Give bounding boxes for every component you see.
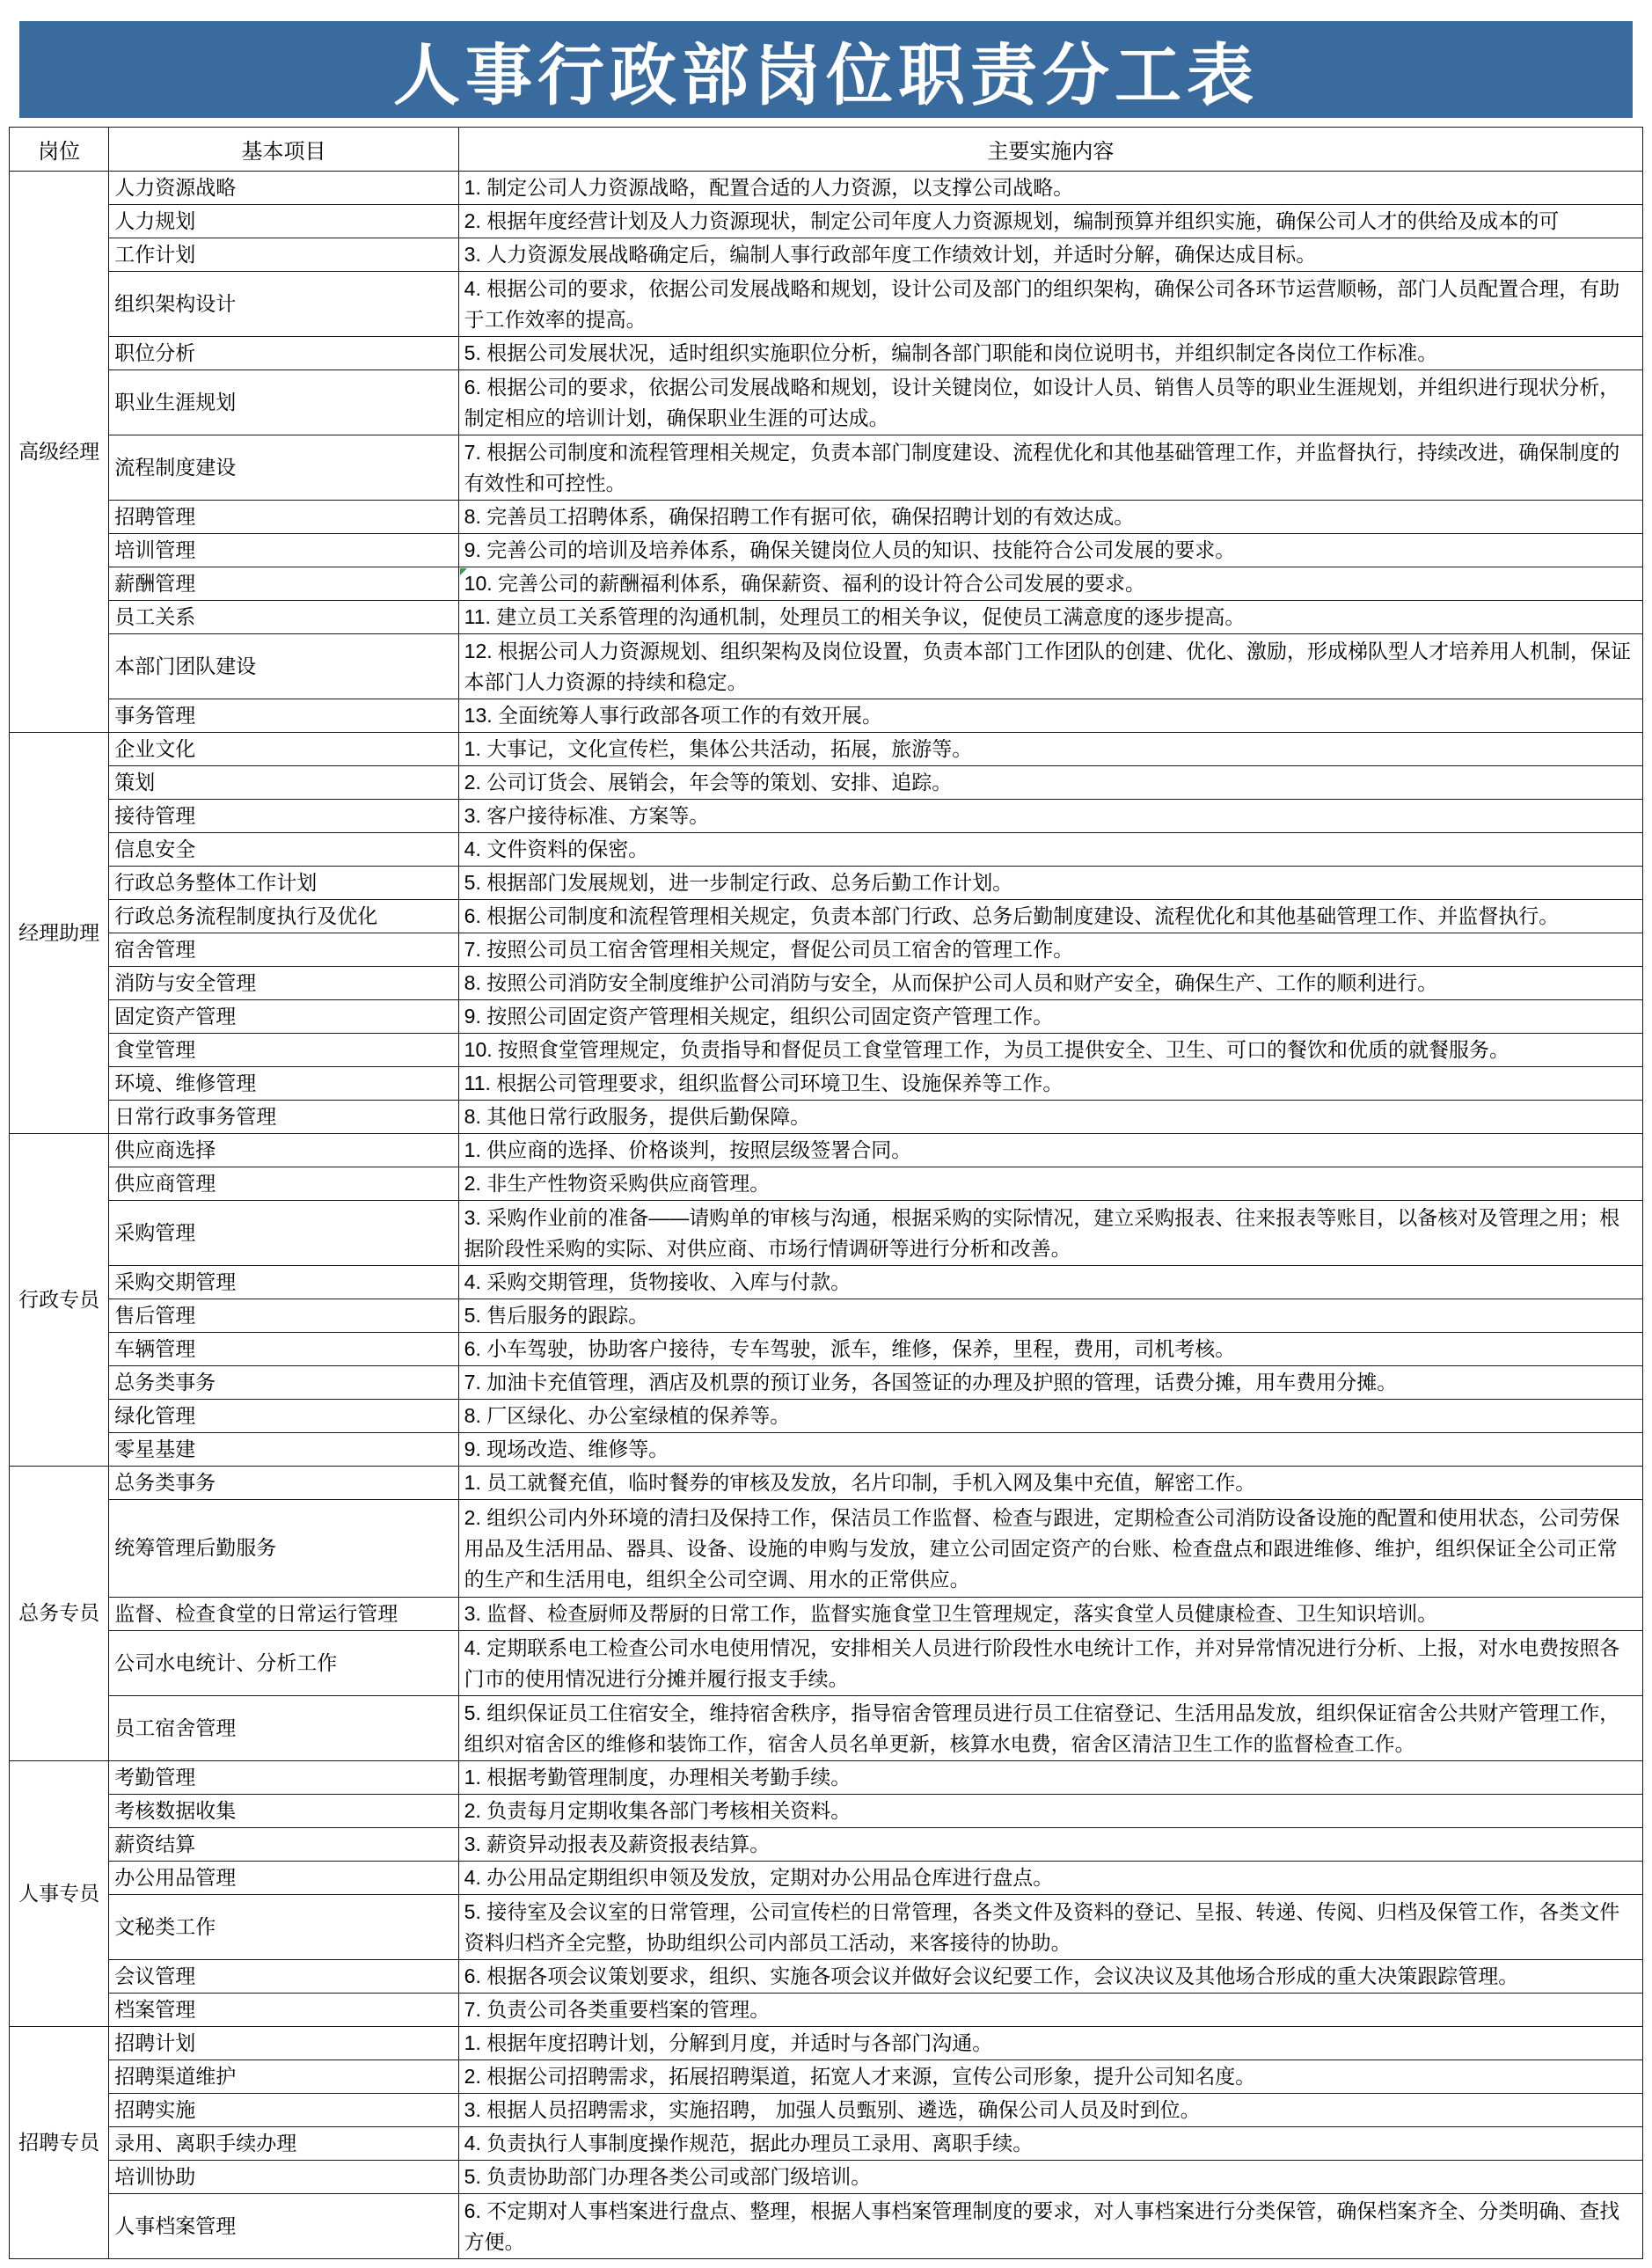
table-row <box>10 1862 1643 1895</box>
content-cell: 5. 组织保证员工住宿安全，维持宿舍秩序，指导宿舍管理员进行员工住宿登记、生活用品发放，组织保证宿舍公共财产管理工作，组织对宿舍区的维修和装饰工作，宿舍人员名单更新，核算水电费，宿舍区清洁卫生工作的监督检查工作。 <box>458 1696 1642 1761</box>
content-cell: 1. 根据考勤管理制度，办理相关考勤手续。 <box>458 1761 1642 1795</box>
table-row <box>10 1994 1643 2027</box>
item-cell: 人事档案管理 <box>109 2194 458 2259</box>
content-cell: 4. 办公用品定期组织申领及发放，定期对办公用品仓库进行盘点。 <box>458 1862 1642 1895</box>
content-cell: 8. 按照公司消防安全制度维护公司消防与安全，从而保护公司人员和财产安全，确保生产、工作的顺利进行。 <box>458 967 1642 1000</box>
table-row <box>10 1134 1643 1167</box>
content-cell: 6. 根据公司制度和流程管理相关规定，负责本部门行政、总务后勤制度建设、流程优化和其他基础管理工作、并监督执行。 <box>458 900 1642 933</box>
item-cell: 固定资产管理 <box>109 1000 458 1034</box>
table-row <box>10 1467 1643 1500</box>
item-cell: 招聘管理 <box>109 501 458 534</box>
table-row <box>10 2060 1643 2094</box>
content-cell: 9. 完善公司的培训及培养体系，确保关键岗位人员的知识、技能符合公司发展的要求。 <box>458 534 1642 567</box>
content-cell: 5. 根据公司发展状况，适时组织实施职位分析，编制各部门职能和岗位说明书，并组织制定各岗位工作标准。 <box>458 337 1642 370</box>
content-cell: 8. 厂区绿化、办公室绿植的保养等。 <box>458 1400 1642 1433</box>
content-cell: 11. 建立员工关系管理的沟通机制，处理员工的相关争议，促使员工满意度的逐步提高。 <box>458 601 1642 634</box>
header-position: 岗位 <box>10 128 109 172</box>
item-cell: 人力规划 <box>109 205 458 238</box>
content-cell: 7. 负责公司各类重要档案的管理。 <box>458 1994 1642 2027</box>
content-cell: 5. 负责协助部门办理各类公司或部门级培训。 <box>458 2161 1642 2194</box>
item-cell: 消防与安全管理 <box>109 967 458 1000</box>
table-row <box>10 2027 1643 2060</box>
item-cell: 日常行政事务管理 <box>109 1101 458 1134</box>
header-item: 基本项目 <box>109 128 458 172</box>
content-cell: 5. 售后服务的跟踪。 <box>458 1299 1642 1333</box>
header-content: 主要实施内容 <box>458 128 1642 172</box>
content-cell: 6. 根据公司的要求，依据公司发展战略和规划，设计关键岗位，如设计人员、销售人员等的职业生涯规划，并组织进行现状分析，制定相应的培训计划，确保职业生涯的可达成。 <box>458 370 1642 435</box>
item-cell: 会议管理 <box>109 1960 458 1994</box>
content-cell: 5. 接待室及会议室的日常管理，公司宣传栏的日常管理，各类文件及资料的登记、呈报、转递、传阅、归档及保管工作，各类文件资料归档齐全完整，协助组织公司内部员工活动，来客接待的协助。 <box>458 1895 1642 1960</box>
item-cell: 流程制度建设 <box>109 435 458 501</box>
table-row <box>10 1366 1643 1400</box>
item-cell: 车辆管理 <box>109 1333 458 1366</box>
table-row <box>10 337 1643 370</box>
header-row <box>10 128 1643 172</box>
table-row <box>10 867 1643 900</box>
item-cell: 售后管理 <box>109 1299 458 1333</box>
content-cell: 4. 定期联系电工检查公司水电使用情况，安排相关人员进行阶段性水电统计工作，并对异常情况进行分析、上报，对水电费按照各门市的使用情况进行分摊并履行报支手续。 <box>458 1631 1642 1696</box>
content-cell: 4. 采购交期管理，货物接收、入库与付款。 <box>458 1266 1642 1299</box>
table-row <box>10 1000 1643 1034</box>
content-cell: 7. 根据公司制度和流程管理相关规定，负责本部门制度建设、流程优化和其他基础管理工作，并监督执行，持续改进，确保制度的有效性和可控性。 <box>458 435 1642 501</box>
content-cell: 1. 大事记，文化宣传栏，集体公共活动，拓展，旅游等。 <box>458 733 1642 766</box>
item-cell: 考核数据收集 <box>109 1795 458 1828</box>
table-row <box>10 435 1643 501</box>
content-cell: 10. 完善公司的薪酬福利体系，确保薪资、福利的设计符合公司发展的要求。 <box>458 567 1642 601</box>
item-cell: 职业生涯规划 <box>109 370 458 435</box>
table-row <box>10 1895 1643 1960</box>
table-row <box>10 967 1643 1000</box>
item-cell: 策划 <box>109 766 458 800</box>
item-cell: 员工关系 <box>109 601 458 634</box>
content-cell: 3. 薪资异动报表及薪资报表结算。 <box>458 1828 1642 1862</box>
table-row <box>10 900 1643 933</box>
table-header <box>10 128 1643 172</box>
position-cell: 行政专员 <box>10 1134 109 1467</box>
content-cell: 4. 文件资料的保密。 <box>458 833 1642 867</box>
table-row <box>10 1795 1643 1828</box>
table-row <box>10 933 1643 967</box>
position-cell: 招聘专员 <box>10 2027 109 2259</box>
item-cell: 员工宿舍管理 <box>109 1696 458 1761</box>
content-cell: 8. 其他日常行政服务，提供后勤保障。 <box>458 1101 1642 1134</box>
table-row <box>10 699 1643 733</box>
table-row <box>10 1696 1643 1761</box>
table-row <box>10 634 1643 699</box>
table-row <box>10 1433 1643 1467</box>
item-cell: 办公用品管理 <box>109 1862 458 1895</box>
table-row <box>10 1761 1643 1795</box>
content-cell: 3. 采购作业前的准备——请购单的审核与沟通，根据采购的实际情况，建立采购报表、往来报表等账目，以备核对及管理之用；根据阶段性采购的实际、对供应商、市场行情调研等进行分析和改善。 <box>458 1201 1642 1266</box>
table-row <box>10 2127 1643 2161</box>
item-cell: 行政总务流程制度执行及优化 <box>109 900 458 933</box>
content-cell: 6. 不定期对人事档案进行盘点、整理，根据人事档案管理制度的要求，对人事档案进行分类保管，确保档案齐全、分类明确、查找方便。 <box>458 2194 1642 2259</box>
content-cell: 10. 按照食堂管理规定，负责指导和督促员工食堂管理工作，为员工提供安全、卫生、可口的餐饮和优质的就餐服务。 <box>458 1034 1642 1067</box>
item-cell: 接待管理 <box>109 800 458 833</box>
item-cell: 供应商管理 <box>109 1167 458 1201</box>
item-cell: 供应商选择 <box>109 1134 458 1167</box>
table-row <box>10 800 1643 833</box>
item-cell: 环境、维修管理 <box>109 1067 458 1101</box>
content-cell: 3. 人力资源发展战略确定后，编制人事行政部年度工作绩效计划，并适时分解，确保达成目标。 <box>458 238 1642 272</box>
table-row <box>10 1034 1643 1067</box>
content-cell: 1. 供应商的选择、价格谈判，按照层级签署合同。 <box>458 1134 1642 1167</box>
table-row <box>10 1101 1643 1134</box>
content-cell: 9. 按照公司固定资产管理相关规定，组织公司固定资产管理工作。 <box>458 1000 1642 1034</box>
content-cell: 3. 根据人员招聘需求，实施招聘， 加强人员甄别、遴选，确保公司人员及时到位。 <box>458 2094 1642 2127</box>
table-row <box>10 733 1643 766</box>
table-row <box>10 370 1643 435</box>
table-row <box>10 501 1643 534</box>
item-cell: 企业文化 <box>109 733 458 766</box>
content-cell: 5. 根据部门发展规划，进一步制定行政、总务后勤工作计划。 <box>458 867 1642 900</box>
table-row <box>10 2194 1643 2259</box>
title-band <box>19 21 1633 118</box>
content-cell: 1. 根据年度招聘计划，分解到月度，并适时与各部门沟通。 <box>458 2027 1642 2060</box>
item-cell: 职位分析 <box>109 337 458 370</box>
table-row <box>10 1266 1643 1299</box>
content-cell: 1. 员工就餐充值，临时餐券的审核及发放，名片印制，手机入网及集中充值，解密工作。 <box>458 1467 1642 1500</box>
item-cell: 总务类事务 <box>109 1366 458 1400</box>
content-cell: 2. 公司订货会、展销会，年会等的策划、安排、追踪。 <box>458 766 1642 800</box>
table-row <box>10 1960 1643 1994</box>
item-cell: 人力资源战略 <box>109 172 458 205</box>
item-cell: 薪酬管理 <box>109 567 458 601</box>
item-cell: 档案管理 <box>109 1994 458 2027</box>
position-cell: 总务专员 <box>10 1467 109 1761</box>
content-cell: 12. 根据公司人力资源规划、组织架构及岗位设置，负责本部门工作团队的创建、优化、激励，形成梯队型人才培养用人机制，保证本部门人力资源的持续和稳定。 <box>458 634 1642 699</box>
item-cell: 采购交期管理 <box>109 1266 458 1299</box>
item-cell: 招聘渠道维护 <box>109 2060 458 2094</box>
item-cell: 文秘类工作 <box>109 1895 458 1960</box>
table-row <box>10 1400 1643 1433</box>
item-cell: 招聘计划 <box>109 2027 458 2060</box>
table-row <box>10 1828 1643 1862</box>
content-cell: 8. 完善员工招聘体系，确保招聘工作有据可依，确保招聘计划的有效达成。 <box>458 501 1642 534</box>
table-row <box>10 766 1643 800</box>
item-cell: 行政总务整体工作计划 <box>109 867 458 900</box>
item-cell: 招聘实施 <box>109 2094 458 2127</box>
content-cell: 2. 组织公司内外环境的清扫及保持工作，保洁员工作监督、检查与跟进，定期检查公司消防设备设施的配置和使用状态，公司劳保用品及生活用品、器具、设备、设施的申购与发放，建立公司固定资产的台账、检查盘点和跟进维修、维护，组织保证全公司正常的生产和生活用电，组织全公司空调、用水的正常供应。 <box>458 1500 1642 1598</box>
content-cell: 9. 现场改造、维修等。 <box>458 1433 1642 1467</box>
item-cell: 公司水电统计、分析工作 <box>109 1631 458 1696</box>
content-cell: 2. 根据年度经营计划及人力资源现状，制定公司年度人力资源规划，编制预算并组织实施，确保公司人才的供给及成本的可 <box>458 205 1642 238</box>
table-row <box>10 567 1643 601</box>
content-cell: 11. 根据公司管理要求，组织监督公司环境卫生、设施保养等工作。 <box>458 1067 1642 1101</box>
table-body <box>10 172 1643 2259</box>
item-cell: 食堂管理 <box>109 1034 458 1067</box>
table-row <box>10 1167 1643 1201</box>
table-row <box>10 601 1643 634</box>
table-row <box>10 1201 1643 1266</box>
position-cell: 人事专员 <box>10 1761 109 2027</box>
table-row <box>10 1598 1643 1631</box>
content-cell: 4. 根据公司的要求，依据公司发展战略和规划，设计公司及部门的组织架构，确保公司各环节运营顺畅，部门人员配置合理，有助于工作效率的提高。 <box>458 272 1642 337</box>
item-cell: 事务管理 <box>109 699 458 733</box>
content-cell: 6. 根据各项会议策划要求，组织、实施各项会议并做好会议纪要工作，会议决议及其他场合形成的重大决策跟踪管理。 <box>458 1960 1642 1994</box>
item-cell: 采购管理 <box>109 1201 458 1266</box>
item-cell: 录用、离职手续办理 <box>109 2127 458 2161</box>
position-cell: 经理助理 <box>10 733 109 1134</box>
item-cell: 绿化管理 <box>109 1400 458 1433</box>
table-row <box>10 1631 1643 1696</box>
item-cell: 监督、检查食堂的日常运行管理 <box>109 1598 458 1631</box>
content-cell: 13. 全面统筹人事行政部各项工作的有效开展。 <box>458 699 1642 733</box>
table-row <box>10 172 1643 205</box>
page-title: 人事行政部岗位职责分工表 <box>393 38 1259 113</box>
content-cell: 7. 加油卡充值管理，酒店及机票的预订业务，各国签证的办理及护照的管理，话费分摊，用车费用分摊。 <box>458 1366 1642 1400</box>
item-cell: 总务类事务 <box>109 1467 458 1500</box>
content-cell: 2. 根据公司招聘需求，拓展招聘渠道，拓宽人才来源，宣传公司形象，提升公司知名度。 <box>458 2060 1642 2094</box>
position-cell: 高级经理 <box>10 172 109 733</box>
item-cell: 培训管理 <box>109 534 458 567</box>
item-cell: 考勤管理 <box>109 1761 458 1795</box>
item-cell: 信息安全 <box>109 833 458 867</box>
content-cell: 4. 负责执行人事制度操作规范，据此办理员工录用、离职手续。 <box>458 2127 1642 2161</box>
table-row <box>10 534 1643 567</box>
item-cell: 薪资结算 <box>109 1828 458 1862</box>
table-row <box>10 1067 1643 1101</box>
content-cell: 2. 非生产性物资采购供应商管理。 <box>458 1167 1642 1201</box>
item-cell: 工作计划 <box>109 238 458 272</box>
table-row <box>10 2161 1643 2194</box>
item-cell: 本部门团队建设 <box>109 634 458 699</box>
content-cell: 1. 制定公司人力资源战略，配置合适的人力资源，以支撑公司战略。 <box>458 172 1642 205</box>
item-cell: 零星基建 <box>109 1433 458 1467</box>
item-cell: 培训协助 <box>109 2161 458 2194</box>
table-row <box>10 272 1643 337</box>
table-row <box>10 833 1643 867</box>
item-cell: 统筹管理后勤服务 <box>109 1500 458 1598</box>
table-row <box>10 1500 1643 1598</box>
table-row <box>10 238 1643 272</box>
responsibility-table <box>9 127 1643 2259</box>
content-cell: 6. 小车驾驶，协助客户接待，专车驾驶，派车，维修，保养，里程，费用，司机考核。 <box>458 1333 1642 1366</box>
table-row <box>10 205 1643 238</box>
content-cell: 2. 负责每月定期收集各部门考核相关资料。 <box>458 1795 1642 1828</box>
item-cell: 组织架构设计 <box>109 272 458 337</box>
content-cell: 3. 客户接待标准、方案等。 <box>458 800 1642 833</box>
item-cell: 宿舍管理 <box>109 933 458 967</box>
table-row <box>10 2094 1643 2127</box>
content-cell: 3. 监督、检查厨师及帮厨的日常工作，监督实施食堂卫生管理规定，落实食堂人员健康检查、卫生知识培训。 <box>458 1598 1642 1631</box>
table-row <box>10 1299 1643 1333</box>
content-cell: 7. 按照公司员工宿舍管理相关规定，督促公司员工宿舍的管理工作。 <box>458 933 1642 967</box>
table-row <box>10 1333 1643 1366</box>
